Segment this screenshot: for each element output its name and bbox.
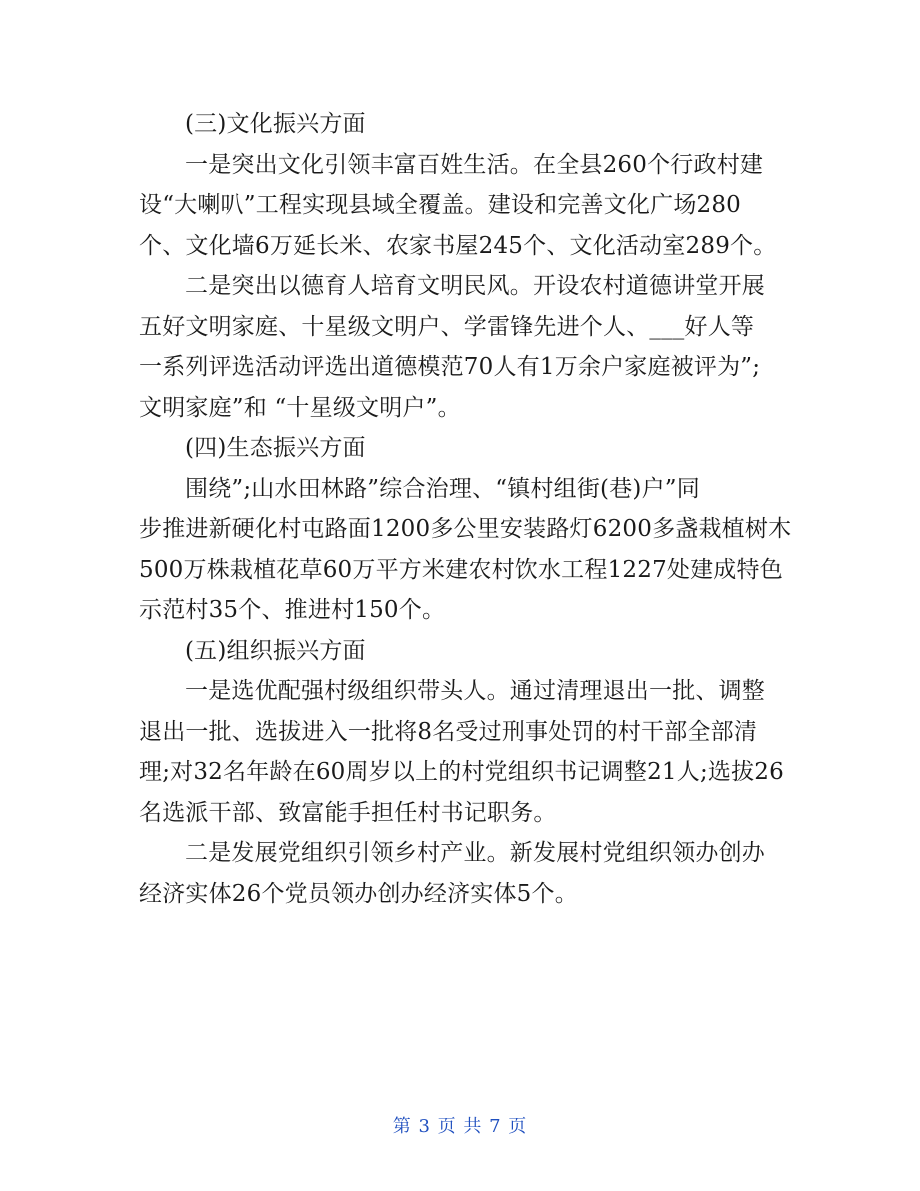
paragraph-line: 名选派干部、致富能手担任村书记职务。 [139,799,557,826]
document-body [139,104,792,914]
paragraph-line: 500万株栽植花草60万平方米建农村饮水工程1227处建成特色 [139,556,783,583]
section-heading-culture: (三)文化振兴方面 [185,111,366,137]
section-heading-organization: (五)组织振兴方面 [185,637,366,664]
paragraph-line: 退出一批、选拔进入一批将8名受过刑事处罚的村干部全部清 [139,718,758,745]
paragraph-line: 二是突出以德育人培育文明民风。开设农村道德讲堂开展 [185,273,765,299]
paragraph-line: 示范村35个、推进村150个。 [139,597,446,623]
paragraph-line: 二是发展党组织引领乡村产业。新发展村党组织领办创办 [185,840,765,866]
paragraph-line: 理;对32名年龄在60周岁以上的村党组织书记调整21人;选拔26 [139,759,784,785]
page-number-footer: 第 3 页 共 7 页 [392,1116,528,1137]
paragraph-line: 围绕”;山水田林路”综合治理、“镇村组街(巷)户”同 [185,475,700,502]
paragraph-line: 经济实体26个党员领办创办经济实体5个。 [139,880,578,907]
paragraph-line: 文明家庭”和 “十星级文明户”。 [139,394,461,421]
paragraph-line: 个、文化墙6万延长米、农家书屋245个、文化活动室289个。 [139,232,777,259]
paragraph-line: 五好文明家庭、十星级文明户、学雷锋先进个人、___好人等 [139,313,755,340]
paragraph-line: 设“大喇叭”工程实现县域全覆盖。建设和完善文化广场280 [139,192,742,218]
paragraph-line: 一是选优配强村级组织带头人。通过清理退出一批、调整 [185,678,765,704]
paragraph-line: 步推进新硬化村屯路面1200多公里安装路灯6200多盏栽植树木 [139,516,792,542]
paragraph-line: 一系列评选活动评选出道德模范70人有1万余户家庭被评为”; [139,354,761,380]
section-heading-ecology: (四)生态振兴方面 [185,435,366,461]
paragraph-line: 一是突出文化引领丰富百姓生活。在全县260个行政村建 [185,151,764,178]
